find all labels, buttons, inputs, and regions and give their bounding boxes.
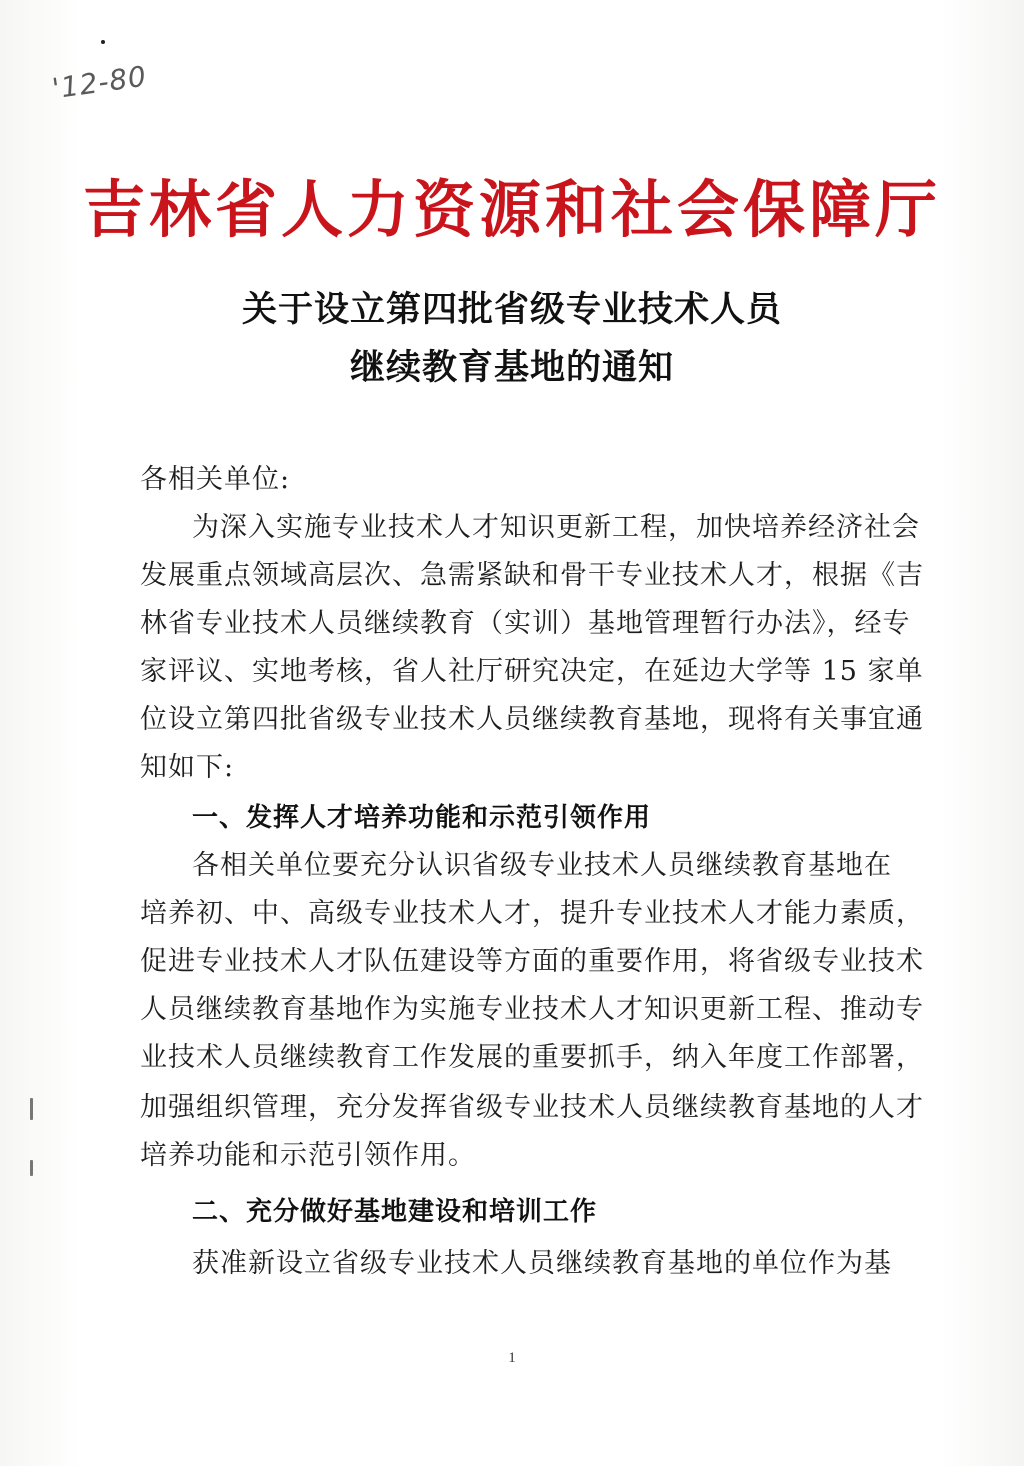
intro-line: 林省专业技术人员继续教育（实训）基地管理暂行办法》，经专 [140, 608, 911, 639]
section-1-line: 培养功能和示范引领作用。 [140, 1140, 476, 1171]
section-2-line: 获准新设立省级专业技术人员继续教育基地的单位作为基 [192, 1248, 892, 1279]
section-1-line: 业技术人员继续教育工作发展的重要抓手，纳入年度工作部署， [140, 1042, 924, 1073]
section-1-line: 促进专业技术人才队伍建设等方面的重要作用，将省级专业技术 [140, 946, 924, 977]
section-1-line: 各相关单位要充分认识省级专业技术人员继续教育基地在 [192, 850, 892, 881]
salutation: 各相关单位: [140, 464, 291, 495]
section-1-line: 人员继续教育基地作为实施专业技术人才知识更新工程、推动专 [140, 994, 924, 1025]
document-title-line-1: 关于设立第四批省级专业技术人员 [241, 290, 782, 330]
scan-speck [101, 40, 105, 44]
binding-hole-mark [30, 1160, 33, 1176]
section-1-line: 加强组织管理，充分发挥省级专业技术人员继续教育基地的人才 [140, 1092, 924, 1123]
page-number: 1 [508, 1350, 516, 1366]
intro-line: 家评议、实地考核，省人社厅研究决定，在延边大学等 15 家单 [140, 656, 924, 687]
intro-line: 发展重点领域高层次、急需紧缺和骨干专业技术人才，根据《吉 [140, 560, 924, 591]
issuer-name: 吉林省人力资源和社会保障厅 [82, 173, 941, 246]
intro-line: 知如下: [140, 752, 235, 783]
handwritten-note: '12-80 [50, 59, 149, 106]
intro-line: 为深入实施专业技术人才知识更新工程，加快培养经济社会 [192, 512, 920, 543]
section-2-heading: 二、充分做好基地建设和培训工作 [192, 1197, 598, 1227]
section-1-heading: 一、发挥人才培养功能和示范引领作用 [192, 803, 652, 833]
document-title-line-2: 继续教育基地的通知 [349, 348, 674, 388]
intro-line: 位设立第四批省级专业技术人员继续教育基地，现将有关事宜通 [140, 704, 924, 735]
binding-hole-mark [30, 1098, 33, 1120]
section-1-line: 培养初、中、高级专业技术人才，提升专业技术人才能力素质， [140, 898, 924, 929]
